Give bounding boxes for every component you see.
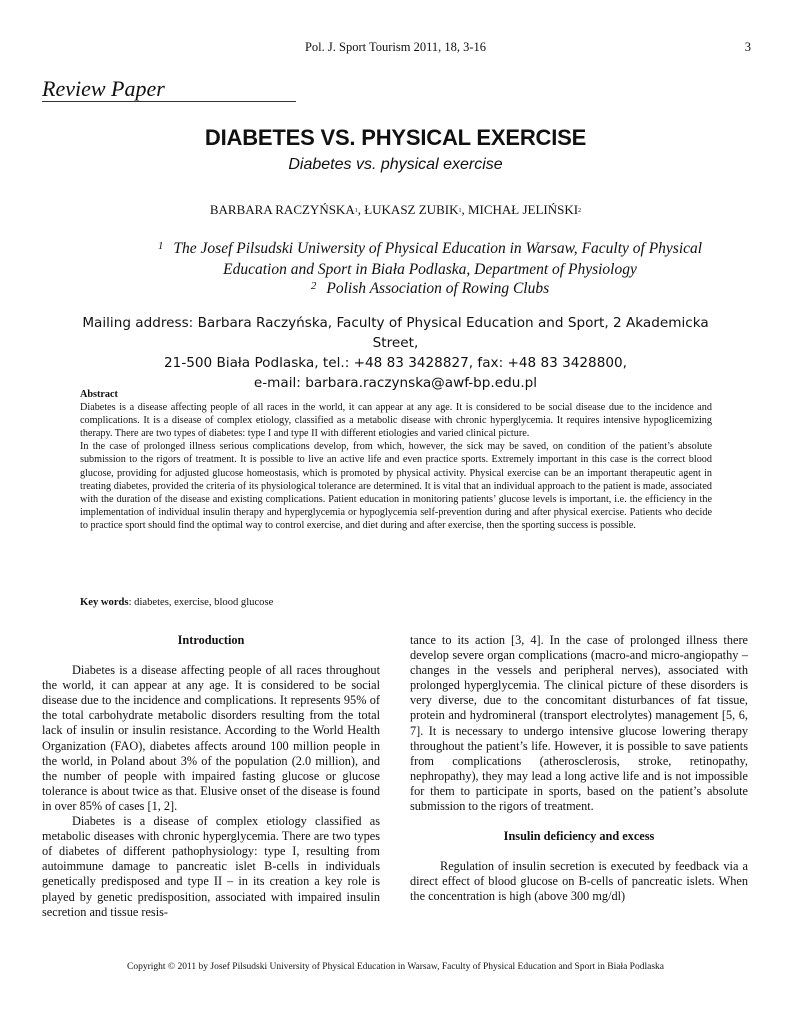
copyright-footer: Copyright © 2011 by Josef Pilsudski University of Physical Education in Warsaw, Faculty of Physical Education and Sport in Biała Podlaska bbox=[127, 962, 664, 972]
affiliation-mark: 2 bbox=[310, 280, 317, 292]
author-name: BARBARA RACZYŃSKA bbox=[209, 202, 355, 217]
author-separator: , bbox=[461, 202, 468, 217]
affiliation-1 bbox=[100, 236, 760, 280]
abstract bbox=[80, 388, 712, 532]
author-list bbox=[0, 202, 791, 218]
paper-title: DIABETES VS. PHYSICAL EXERCISE bbox=[204, 125, 587, 150]
abstract-paragraph: Diabetes is a disease affecting people of all races in the world, it can appear at any age. It is considered to be social disease due to the incidence and complications. It is a disease of complex etiology, classified as a metabolic disease with chronic hyperglycemia. It requires intensive hypoglicemizing therapy. There are two types of diabetes: type I and type II with different etiologies and varied clinical picture. bbox=[80, 402, 712, 440]
author-name: MICHAŁ JELIŃSKI bbox=[467, 202, 579, 217]
paper-subtitle: Diabetes vs. physical exercise bbox=[288, 156, 503, 173]
affiliation-mark: 1 bbox=[157, 240, 164, 252]
body-column-left bbox=[42, 633, 380, 920]
keywords bbox=[80, 597, 712, 608]
author-separator: , bbox=[357, 202, 365, 217]
body-paragraph: tance to its action [3, 4]. In the case of prolonged illness there develop severe organ complications (macro-and micro-angiopathy – changes in the vessels and peripheral nerves), associated with prolonged hyperglycemia. The clinical picture of these disorders is very diverse, due to the concomitant disturbances of fat tissue, protein and hydromineral (transport electrolytes) management [5, 6, 7]. It is necessary to undergo intensive glucose lowering therapy throughout the patient’s life. However, it is possible to save patients from complications (atherosclerosis, stroke, retinopathy, nephropathy), they may lead a long active life and is not impossible for them to participate in sports, based on the patient’s absolute submission to the rigors of treatment. bbox=[410, 633, 748, 814]
section-heading-introduction: Introduction bbox=[177, 633, 245, 647]
article-type-label: Review Paper bbox=[42, 76, 165, 101]
keywords-label: Key words bbox=[80, 597, 129, 608]
body-column-right bbox=[410, 633, 748, 905]
header-divider bbox=[42, 101, 296, 102]
mailing-line: Mailing address: Barbara Raczyńska, Faculty of Physical Education and Sport, 2 Akademicka Street, bbox=[82, 315, 709, 351]
abstract-heading: Abstract bbox=[80, 389, 118, 400]
mailing-line: 21-500 Biała Podlaska, tel.: +48 83 3428827, fax: +48 83 3428800, bbox=[164, 355, 627, 371]
page-number: 3 bbox=[744, 40, 751, 54]
affiliation-line: Polish Association of Rowing Clubs bbox=[326, 280, 550, 297]
affiliation-2 bbox=[100, 276, 760, 300]
abstract-paragraph: In the case of prolonged illness serious complications develop, from which, however, the sick may be saved, on condition of the patient’s absolute submission to the rigors of treatment. It is possible to live an active life and even practice sports. Extremely important in this case is the correct blood glucose, providing for adjusted glucose homeostasis, which is promoted by physical activity. Physical exercise can be an important therapeutic agent in treating diabetes, provided the criteria of its physiological tolerance are determined. It is vital that an individual approach to the patient is made, associated with the duration of the disease and existing complications. Patient education in monitoring patients’ glucose levels is important, i.e. the efficiency in the implementation of individual insulin therapy and hyperglycemia or hypoglycemia self-prevention during and after physical exercise. Patients who decide to practice sport should find the optimal way to control exercise, and diet during and after exercise, then the sporting success is possible. bbox=[80, 441, 712, 531]
affiliation-line: The Josef Pilsudski Uniwersity of Physical Education in Warsaw, Faculty of Physical bbox=[173, 240, 703, 257]
author-affiliation-mark: 1 bbox=[354, 208, 358, 214]
body-paragraph: Diabetes is a disease of complex etiology classified as metabolic diseases with chronic hyperglycemia. There are two types of diabetes of different pathophysiology: type I, resulting from autoimmune damage to pancreatic islet B-cells in individuals genetically predisposed and type II – in its creation a key role is played by genetic predisposition, associated with impaired insulin secretion and tissue resis- bbox=[42, 814, 380, 919]
author-affiliation-mark: 2 bbox=[578, 208, 582, 214]
body-paragraph: Regulation of insulin secretion is executed by feedback via a direct effect of blood glucose on B-cells of pancreatic islets. When the concentration is high (above 300 mg/dl) bbox=[410, 859, 748, 904]
author-name: ŁUKASZ ZUBIK bbox=[364, 202, 459, 217]
mailing-email: e-mail: barbara.raczynska@awf-bp.edu.pl bbox=[253, 375, 538, 391]
journal-citation: Pol. J. Sport Tourism 2011, 18, 3-16 bbox=[304, 40, 487, 54]
affiliation-line: Education and Sport in Biała Podlaska, Department of Physiology bbox=[223, 260, 637, 278]
mailing-address bbox=[60, 313, 731, 393]
keywords-value: : diabetes, exercise, blood glucose bbox=[128, 597, 274, 608]
body-paragraph: Diabetes is a disease affecting people of all races throughout the world, it can appear at any age. It is considered to be social disease due to the incidence and complications. It represents 95% of the total carbohydrate metabolic disorders resulting from the total lack of insulin or insulin resistance. According to the World Health Organization (FAO), diabetes affects around 100 million people in the world, in Poland about 3% of the population (2.0 million), and the number of people with impaired fasting glucose or glucose tolerance is about twice as that. Elusive onset of the disease is found in over 85% of cases [1, 2]. bbox=[42, 663, 380, 813]
author-affiliation-mark: 1 bbox=[458, 208, 462, 214]
section-heading-insulin: Insulin deficiency and excess bbox=[503, 829, 655, 844]
